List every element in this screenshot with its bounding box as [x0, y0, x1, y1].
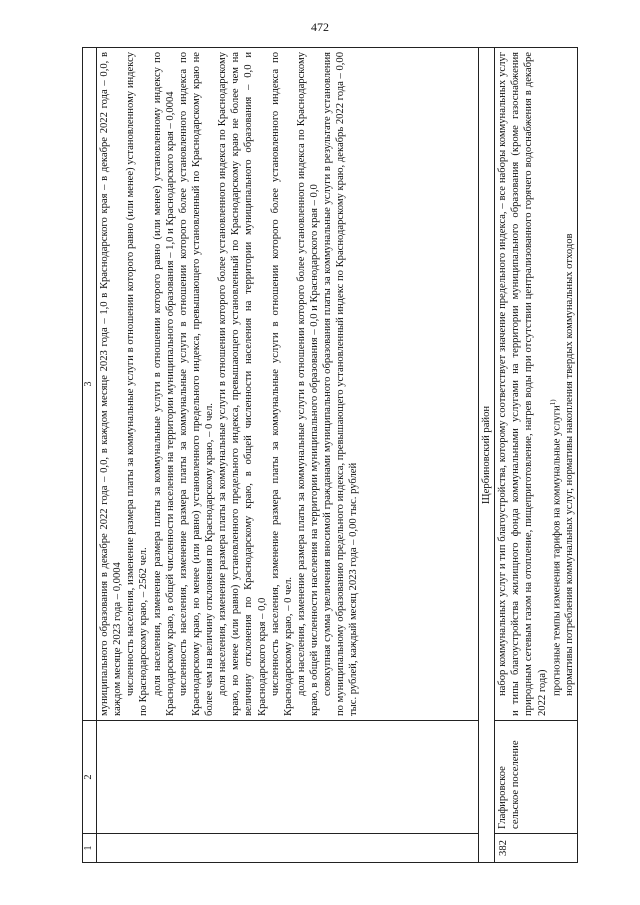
- rotated-table-area: [82, 52, 612, 863]
- district-row: [479, 48, 495, 863]
- indicator-text: прогнозные темпы изменения тарифов на коммунальные услуги: [551, 405, 563, 696]
- indicators-cell: [495, 48, 578, 721]
- indicator-paragraph: муниципального образования в декабре 2022 года – 0,0, в каждом месяце 2023 года – 1,0 в Краснодарского края – в декабре 2022 года – 0,0, в каждом месяце 2023 года – 0,0004: [99, 52, 124, 716]
- indicator-paragraph: численность населения, изменение размера платы за коммунальные услуги в отношении которого равно (или менее) установленному индексу по Краснодарскому краю, – 2562 чел.: [125, 52, 150, 716]
- indicator-paragraph: набор коммунальных услуг и тип благоустройства, которому соответствует значение предельного индекса, – все наборы коммунальных услуг и типы благоустройства жилищного фонда коммунальными услугами на территории муниципального образования (кроме газоснабжения природным сетевым газом на отопление, пищеприготовление, нагрев воды при отсутствии централизованного горячего водоснабжения в декабре 2022 года): [497, 52, 548, 716]
- column-header-1: 1: [83, 834, 97, 863]
- table-row-382: [495, 48, 578, 863]
- indicator-paragraph: численность населения, изменение размера платы за коммунальные услуги в отношении которого более установленного индекса по Краснодарскому краю, но менее (или равно) установленного предельного индекса, превышающего установленный по Краснодарскому краю не более чем на величину отклонения по Краснодарскому краю, – 0 чел.: [177, 52, 215, 716]
- indicator-paragraph: нормативы потребления коммунальных услуг, нормативы накопления твердых коммунальных отходов: [564, 233, 576, 696]
- indicator-paragraph: совокупная сумма увеличения вносимой гражданами муниципального образования платы за коммунальные услуги в результате установления по муниципальному образованию предельного индекса, превышающего установленный индекс по Краснодарскому краю, декабрь 2022 года – 0,00 тыс. рублей, каждый месяц 2023 года – 0,00 тыс. рублей: [322, 52, 360, 716]
- column-header-2: 2: [83, 721, 97, 834]
- indicator-paragraph: [549, 52, 564, 716]
- column-header-3: 3: [83, 48, 97, 721]
- footnote-mark: 1): [548, 399, 557, 406]
- table-row-continuation: [97, 48, 479, 863]
- indicator-paragraph: численность населения, изменение размера платы за коммунальные услуги в отношении которого более установленного индекса по Краснодарскому краю, – 0 чел.: [269, 52, 294, 716]
- table-header-row: [83, 48, 97, 863]
- indicator-paragraph: доля населения, изменение размера платы за коммунальные услуги в отношении которого более установленного индекса по Краснодарскому краю, в общей численности населения на территории муниципального образования – 0,0 и Краснодарского края – 0,0: [295, 52, 320, 716]
- row-number-cell: 382: [495, 834, 578, 863]
- indicator-paragraph: доля населения, изменение размера платы за коммунальные услуги в отношении которого равно (или менее) установленному индексу по Краснодарскому краю, в общей численности населения на территории муниципального образования – 1,0 и Краснодарского края – 0,0004: [151, 52, 176, 716]
- indicator-paragraph: доля населения, изменение размера платы за коммунальные услуги в отношении которого более установленного индекса по Краснодарскому краю, но менее (или равно) установленного предельного индекса, превышающего установленный по Краснодарскому краю не более чем на величину отклонения по Краснодарскому краю, в общей численности населения на территории муниципального образования – 0,0 и Краснодарского края – 0,0: [217, 52, 268, 716]
- district-name: Щербиновский район: [479, 48, 495, 863]
- settlement-cell: Глафировское сельское поселение: [495, 721, 578, 834]
- page-number: 472: [311, 20, 329, 34]
- indicators-cell: [97, 48, 479, 721]
- settlement-cell: [97, 721, 479, 834]
- data-table: [82, 47, 578, 863]
- row-number-cell: [97, 834, 479, 863]
